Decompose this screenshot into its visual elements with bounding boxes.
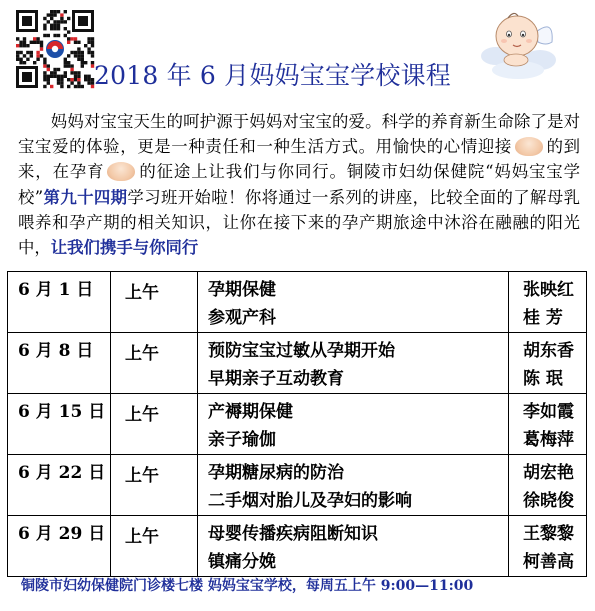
baby-face-icon bbox=[515, 137, 543, 156]
schedule-teacher: 陈 珉 bbox=[523, 369, 563, 389]
schedule-teacher-cell bbox=[509, 516, 587, 577]
schedule-teacher-cell bbox=[509, 333, 587, 394]
schedule-topic-cell bbox=[198, 394, 509, 455]
schedule-topic: 早期亲子互动教育 bbox=[208, 369, 344, 389]
course-schedule-table bbox=[7, 271, 587, 577]
schedule-topic: 产褥期保健 bbox=[208, 402, 293, 422]
schedule-topic: 母婴传播疾病阻断知识 bbox=[208, 524, 378, 544]
schedule-teacher: 葛梅萍 bbox=[523, 430, 574, 450]
schedule-topic: 二手烟对胎儿及孕妇的影响 bbox=[208, 491, 412, 511]
schedule-time-cell bbox=[111, 455, 198, 516]
schedule-teacher: 王黎黎 bbox=[523, 524, 574, 544]
schedule-date-cell bbox=[8, 516, 111, 577]
schedule-teacher: 李如霞 bbox=[523, 402, 574, 422]
schedule-teacher: 胡宏艳 bbox=[523, 463, 574, 483]
baby-face-icon bbox=[107, 162, 135, 181]
baby-angel-icon bbox=[478, 2, 558, 80]
schedule-teacher: 张映红 bbox=[523, 280, 574, 300]
schedule-time-cell bbox=[111, 394, 198, 455]
schedule-teacher-cell bbox=[509, 394, 587, 455]
schedule-topic-cell bbox=[198, 516, 509, 577]
schedule-date: 6 月 29 日 bbox=[18, 524, 106, 544]
schedule-time: 上午 bbox=[125, 344, 159, 364]
schedule-row bbox=[8, 455, 587, 516]
intro-closing-highlight: 让我们携手与你同行 bbox=[50, 238, 199, 258]
intro-text-4: 学习班开始啦！你将通过一系列的讲座，比较全面的了解母乳喂养和孕产期的相关知识，让你在接下来的孕产期旅途中沐浴在融融的阳光中， bbox=[18, 187, 580, 258]
schedule-topic: 亲子瑜伽 bbox=[208, 430, 276, 450]
schedule-date-cell bbox=[8, 455, 111, 516]
schedule-topic: 镇痛分娩 bbox=[208, 552, 276, 572]
schedule-teacher: 胡东香 bbox=[523, 341, 574, 361]
schedule-time-cell bbox=[111, 272, 198, 333]
schedule-topic-cell bbox=[198, 455, 509, 516]
schedule-date: 6 月 8 日 bbox=[18, 341, 94, 361]
schedule-row bbox=[8, 394, 587, 455]
schedule-row bbox=[8, 516, 587, 577]
schedule-time-cell bbox=[111, 516, 198, 577]
footer-location-time: 铜陵市妇幼保健院门诊楼七楼 妈妈宝宝学校，每周五上午 9:00—11:00 bbox=[21, 578, 474, 594]
schedule-topic: 孕期保健 bbox=[208, 280, 276, 300]
intro-text-1: 妈妈对宝宝天生的呵护源于妈妈对宝宝的爱。科学的养育新生命除了是对宝宝爱的体验，更是一种责任和一种生活方式。用愉快的心情迎接 bbox=[18, 112, 580, 157]
schedule-date: 6 月 15 日 bbox=[18, 402, 106, 422]
schedule-time: 上午 bbox=[125, 405, 159, 425]
intro-text-2: 的到来，在孕育 bbox=[18, 137, 581, 182]
schedule-teacher-cell bbox=[509, 455, 587, 516]
schedule-time: 上午 bbox=[125, 283, 159, 303]
schedule-row bbox=[8, 333, 587, 394]
schedule-topic: 预防宝宝过敏从孕期开始 bbox=[208, 341, 395, 361]
schedule-teacher-cell bbox=[509, 272, 587, 333]
schedule-teacher: 徐晓俊 bbox=[523, 491, 574, 511]
schedule-date-cell bbox=[8, 333, 111, 394]
schedule-date-cell bbox=[8, 394, 111, 455]
schedule-teacher: 柯善高 bbox=[523, 552, 574, 572]
qr-code-icon bbox=[14, 8, 96, 90]
class-period-highlight: 第九十四期 bbox=[43, 187, 128, 207]
schedule-teacher: 桂 芳 bbox=[523, 308, 563, 328]
schedule-topic: 孕期糖尿病的防治 bbox=[208, 463, 344, 483]
schedule-time: 上午 bbox=[125, 466, 159, 486]
schedule-row bbox=[8, 272, 587, 333]
schedule-time: 上午 bbox=[125, 527, 159, 547]
schedule-topic-cell bbox=[198, 272, 509, 333]
schedule-date-cell bbox=[8, 272, 111, 333]
schedule-topic: 参观产科 bbox=[208, 308, 276, 328]
schedule-date: 6 月 1 日 bbox=[18, 280, 94, 300]
intro-text-3: 的征途上让我们与你同行。铜陵市妇幼保健院“妈妈宝宝学校” bbox=[18, 162, 580, 207]
schedule-date: 6 月 22 日 bbox=[18, 463, 106, 483]
schedule-topic-cell bbox=[198, 333, 509, 394]
page-title: 2018 年 6 月妈妈宝宝学校课程 bbox=[94, 61, 451, 90]
intro-paragraph bbox=[18, 109, 580, 260]
schedule-time-cell bbox=[111, 333, 198, 394]
